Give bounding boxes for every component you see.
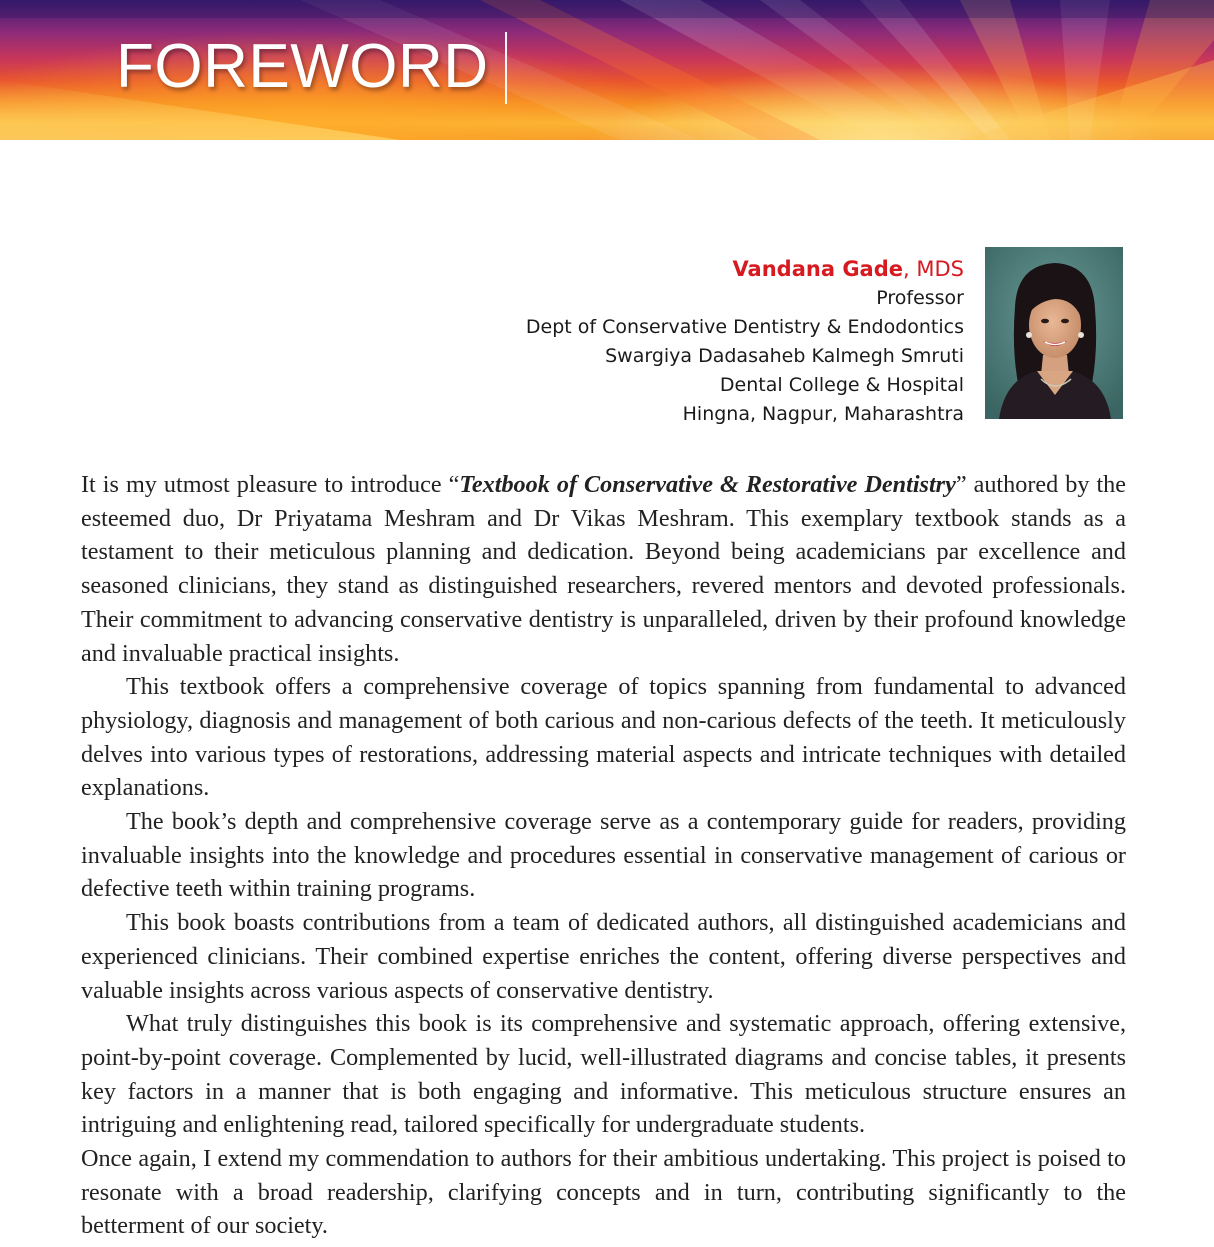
author-photo (985, 247, 1123, 419)
author-location: Hingna, Nagpur, Maharashtra (682, 403, 964, 425)
author-name-line (526, 254, 964, 284)
paragraph-1-lead: It is my utmost pleasure to introduce “ (81, 471, 460, 498)
title-divider (505, 32, 507, 104)
paragraph-1-rest: ” authored by the esteemed duo, Dr Priyatama Meshram and Dr Vikas Meshram. This exemplary textbook stands as a testament to their meticulous planning and dedication. Beyond being academicians par excellence and seasoned clinicians, they stand as distinguished researchers, revered mentors and devoted professionals. Their commitment to advancing conservative dentistry is unparalleled, driven by their profound knowledge and invaluable practical insights. (81, 471, 1127, 667)
author-institution-line-2: Dental College & Hospital (719, 374, 964, 396)
paragraph-6: Once again, I extend my commendation to authors for their ambitious undertaking. This project is poised to resonate with a broad readership, clarifying concepts and in turn, contributing significantly to the betterment of our society. (81, 1145, 1126, 1240)
author-institution-line-1: Swargiya Dadasaheb Kalmegh Smruti (605, 345, 964, 367)
author-portrait-illustration (985, 247, 1123, 419)
paragraph-3: The book’s depth and comprehensive coverage serve as a contemporary guide for readers, providing invaluable insights into the knowledge and procedures essential in conservative management of carious or defective teeth within training programs. (81, 808, 1126, 903)
author-degree: MDS (916, 257, 964, 281)
paragraph-1 (81, 468, 1126, 670)
paragraph-2: This textbook offers a comprehensive coverage of topics spanning from fundamental to advanced physiology, diagnosis and management of both carious and non-carious defects of the teeth. It meticulously delves into various types of restorations, addressing material aspects and intricate techniques with detailed explanations. (81, 673, 1126, 802)
author-department: Dept of Conservative Dentistry & Endodontics (525, 316, 964, 338)
header-banner (0, 0, 1214, 140)
paragraph-4: This book boasts contributions from a team of dedicated authors, all distinguished academicians and experienced clinicians. Their combined expertise enriches the content, offering diverse perspectives and valuable insights across various aspects of conservative dentistry. (81, 909, 1126, 1004)
author-name: Vandana Gade (732, 257, 903, 281)
author-position: Professor (876, 287, 964, 309)
paragraph-5: What truly distinguishes this book is its comprehensive and systematic approach, offering extensive, point-by-point coverage. Complemented by lucid, well-illustrated diagrams and concise tables, it presents key factors in a manner that is both engaging and informative. This meticulous structure ensures an intriguing and enlightening read, tailored specifically for undergraduate students. (81, 1010, 1126, 1139)
book-title: Textbook of Conservative & Restorative Dentistry (459, 471, 956, 498)
author-name-separator: , (903, 257, 910, 281)
author-block (526, 254, 964, 429)
foreword-body (81, 468, 1126, 1243)
page-title: FOREWORD (116, 32, 489, 101)
